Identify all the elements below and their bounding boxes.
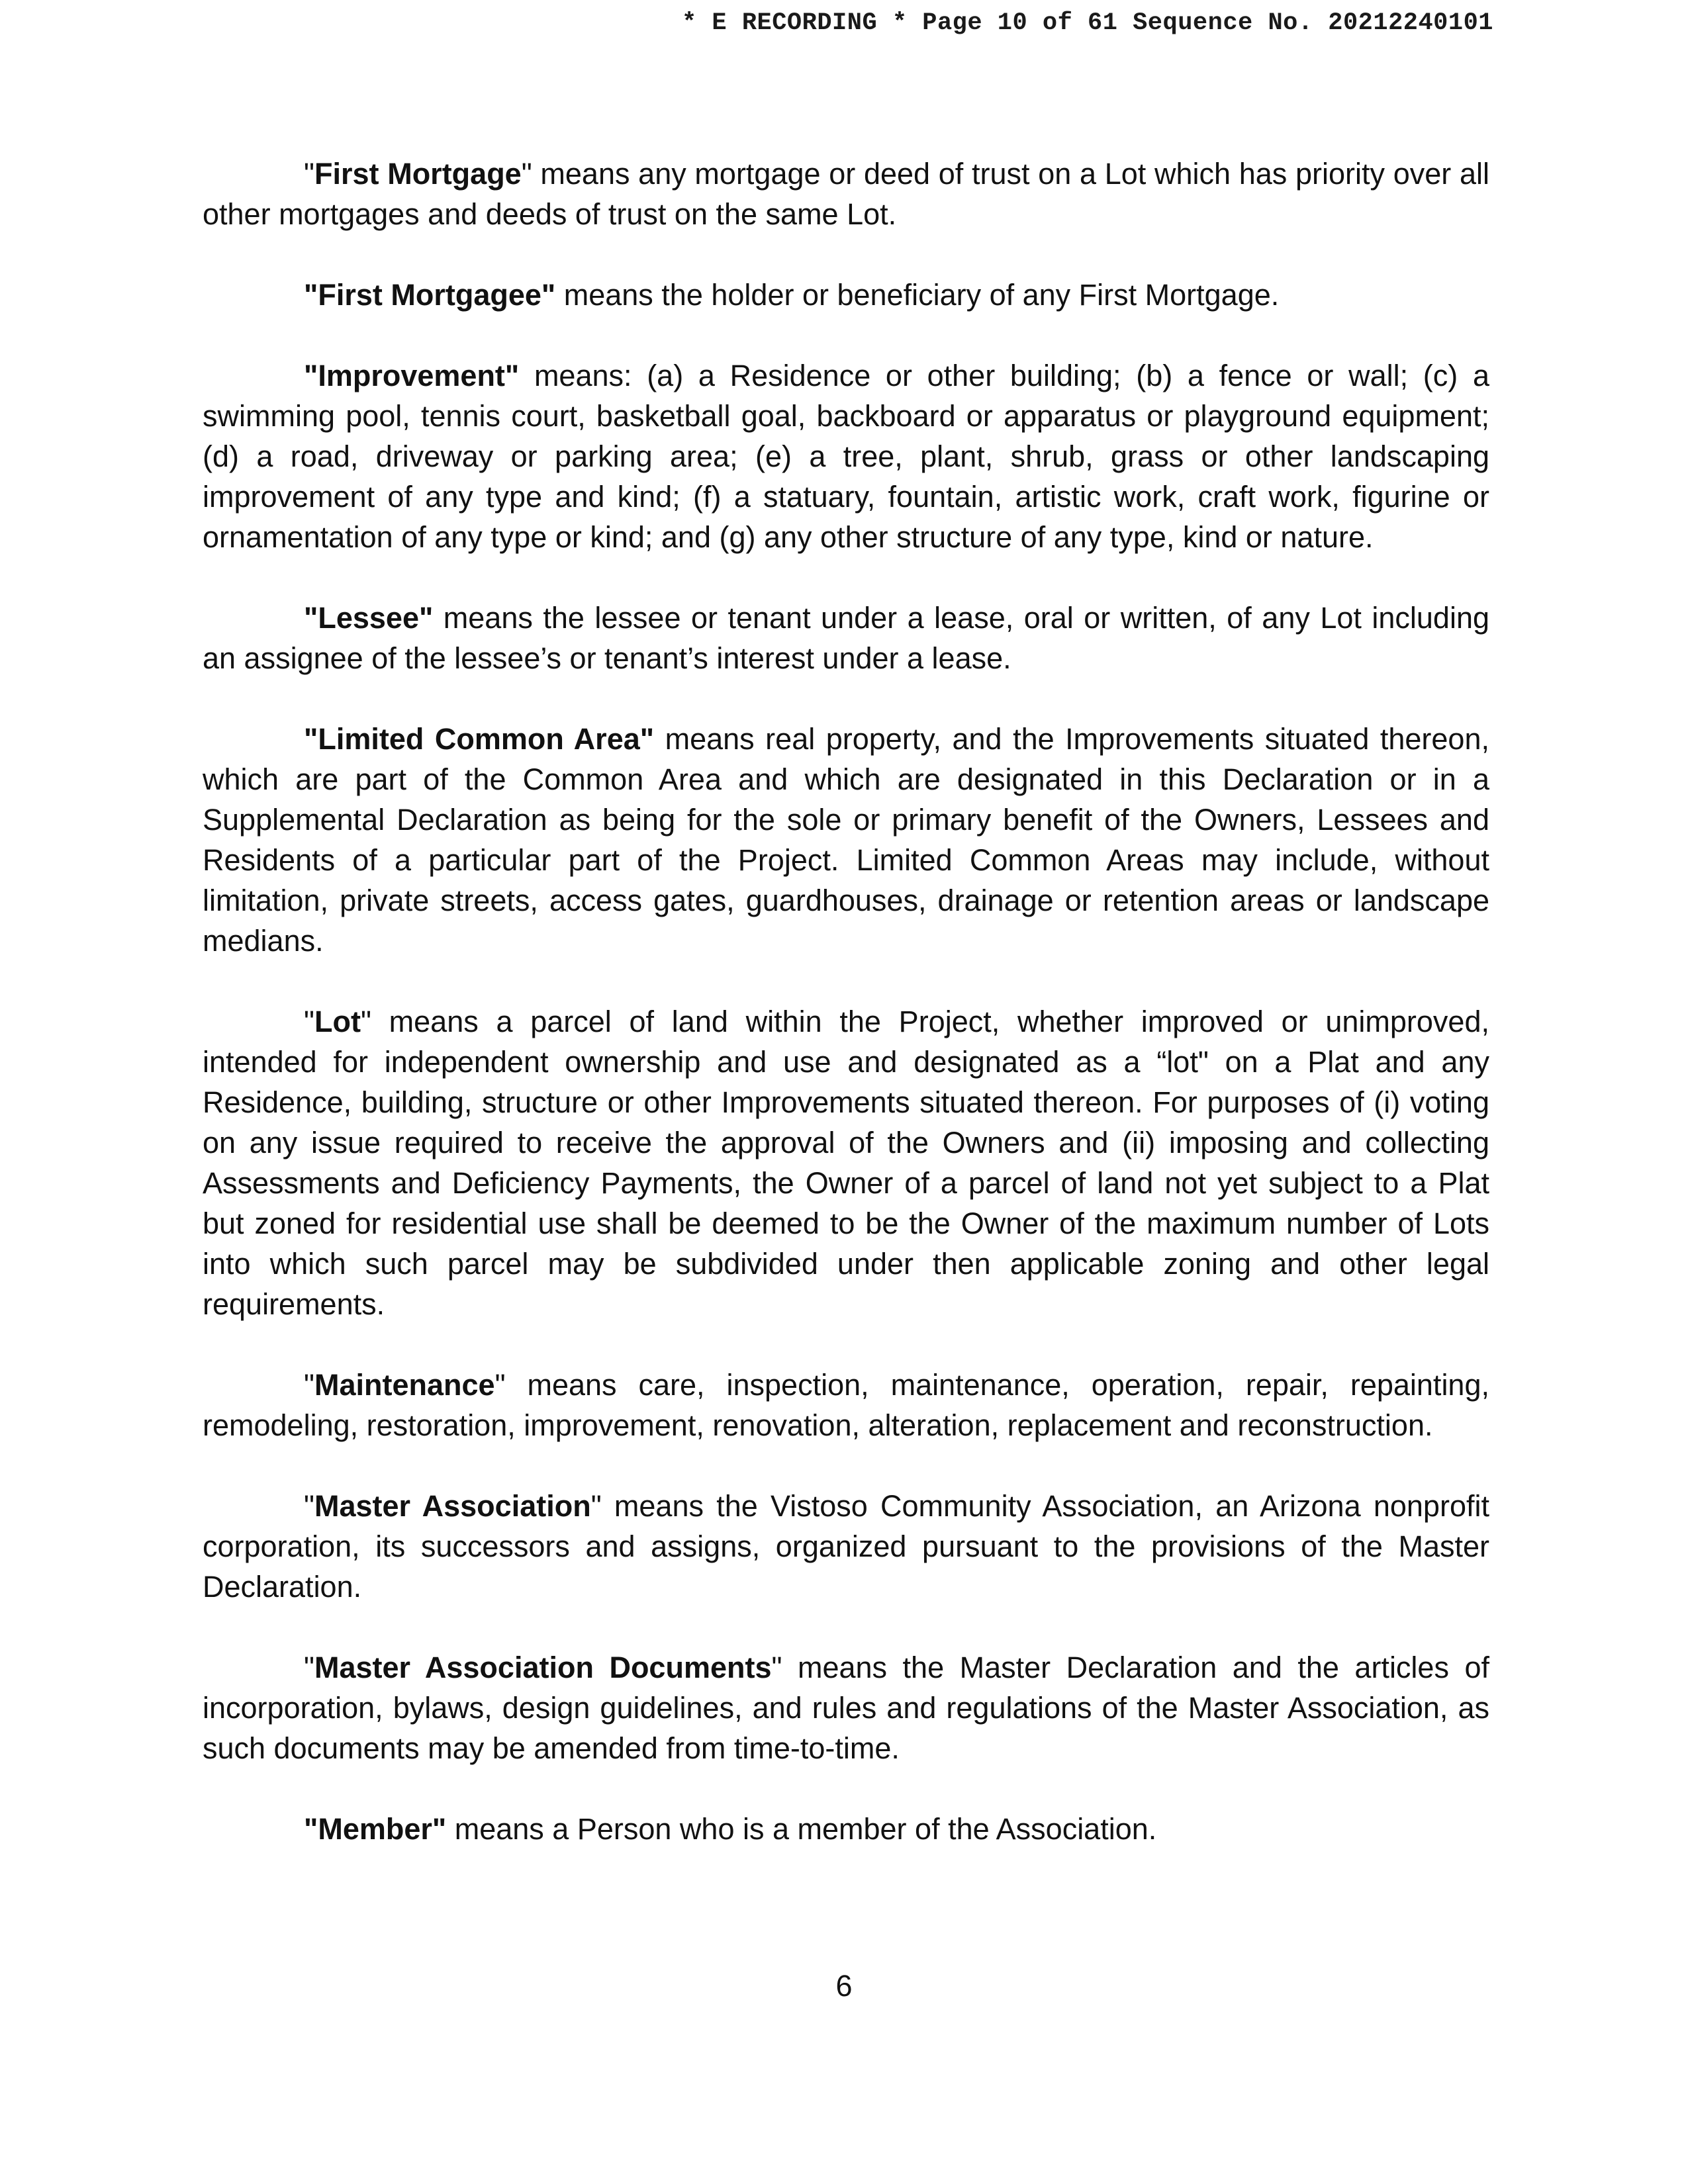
- definition-improvement: [203, 355, 1489, 557]
- definition-body: " means the Vistoso Community Association, an Arizona nonprofit corporation, its successors and assigns, organized pursuant to the provisions of the Master Declaration.: [203, 1489, 1489, 1604]
- definition-body: " means a parcel of land within the Project, whether improved or unimproved, intended for independent ownership and use and designated as a “lot" on a Plat and any Residence, building, structure or other Improvements situated thereon. For purposes of (i) voting on any issue required to receive the approval of the Owners and (ii) imposing and collecting Assessments and Deficiency Payments, the Owner of a parcel of land not yet subject to a Plat but zoned for residential use shall be deemed to be the Owner of the maximum number of Lots into which such parcel may be subdivided under then applicable zoning and other legal requirements.: [203, 1005, 1489, 1321]
- definition-term: Lot: [314, 1005, 361, 1038]
- definition-term: Master Association: [314, 1489, 591, 1523]
- definition-body: means: (a) a Residence or other building; (b) a fence or wall; (c) a swimming pool, tennis court, basketball goal, backboard or apparatus or playground equipment; (d) a road, driveway or parking area; (e) a tree, plant, shrub, grass or other landscaping improvement of any type and kind; (f) a statuary, fountain, artistic work, craft work, figurine or ornamentation of any type or kind; and (g) any other structure of any type, kind or nature.: [203, 359, 1489, 554]
- definition-term: "First Mortgagee": [304, 278, 556, 312]
- definition-body: " means care, inspection, maintenance, operation, repair, repainting, remodeling, restoration, improvement, renovation, alteration, replacement and reconstruction.: [203, 1368, 1489, 1442]
- definition-term: "Lessee": [304, 601, 434, 635]
- definition-master-association-documents: "Master Association Documents" means the Master Declaration and the articles of incorporation, bylaws, design guidelines, and rules and regulations of the Master Association, as such documents may be amended from time-to-time.: [203, 1651, 1489, 1765]
- definition-body: means the lessee or tenant under a lease, oral or written, of any Lot including an assignee of the lessee’s or tenant’s interest under a lease.: [203, 601, 1489, 675]
- definition-lot: "Lot" means a parcel of land within the Project, whether improved or unimproved, intended for independent ownership and use and designated as a “lot" on a Plat and any Residence, building, structure or other Improvements situated thereon. For purposes of (i) voting on any issue required to receive the approval of the Owners and (ii) imposing and collecting Assessments and Deficiency Payments, the Owner of a parcel of land not yet subject to a Plat but zoned for residential use shall be deemed to be the Owner of the maximum number of Lots into which such parcel may be subdivided under then applicable zoning and other legal requirements.: [203, 1005, 1489, 1321]
- definition-term: "Limited Common Area": [304, 722, 655, 756]
- definition-term: "Improvement": [304, 359, 520, 392]
- definition-body: " means any mortgage or deed of trust on a Lot which has priority over all other mortgages and deeds of trust on the same Lot.: [203, 157, 1489, 231]
- definition-member: [203, 1809, 1489, 1849]
- definition-body: " means the Master Declaration and the articles of incorporation, bylaws, design guidelines, and rules and regulations of the Master Association, as such documents may be amended from time-to-time.: [203, 1651, 1489, 1765]
- definition-maintenance: "Maintenance" means care, inspection, maintenance, operation, repair, repainting, remodeling, restoration, improvement, renovation, alteration, replacement and reconstruction.: [203, 1368, 1489, 1442]
- definition-master-association: "Master Association" means the Vistoso Community Association, an Arizona nonprofit corporation, its successors and assigns, organized pursuant to the provisions of the Master Declaration.: [203, 1489, 1489, 1604]
- definition-first-mortgagee: [203, 275, 1489, 315]
- definitions-section: [203, 154, 1489, 1889]
- definition-term: First Mortgage: [314, 157, 522, 191]
- definition-body: means a Person who is a member of the Association.: [446, 1812, 1157, 1846]
- definition-term: "Member": [304, 1812, 447, 1846]
- definition-first-mortgage: "First Mortgage" means any mortgage or deed of trust on a Lot which has priority over all other mortgages and deeds of trust on the same Lot.: [203, 157, 1489, 231]
- definition-body: means real property, and the Improvements situated thereon, which are part of the Common Area and which are designated in this Declaration or in a Supplemental Declaration as being for the sole or primary benefit of the Owners, Lessees and Residents of a particular part of the Project. Limited Common Areas may include, without limitation, private streets, access gates, guardhouses, drainage or retention areas or landscape medians.: [203, 722, 1489, 958]
- page-number: 6: [835, 1969, 853, 2003]
- definition-body: means the holder or beneficiary of any First Mortgage.: [555, 278, 1280, 312]
- definition-term: Master Association Documents: [314, 1651, 772, 1684]
- definition-limited-common-area: [203, 719, 1489, 961]
- definition-term: Maintenance: [314, 1368, 495, 1402]
- definition-lessee: [203, 598, 1489, 678]
- recording-header: * E RECORDING * Page 10 of 61 Sequence No. 20212240101: [682, 9, 1493, 37]
